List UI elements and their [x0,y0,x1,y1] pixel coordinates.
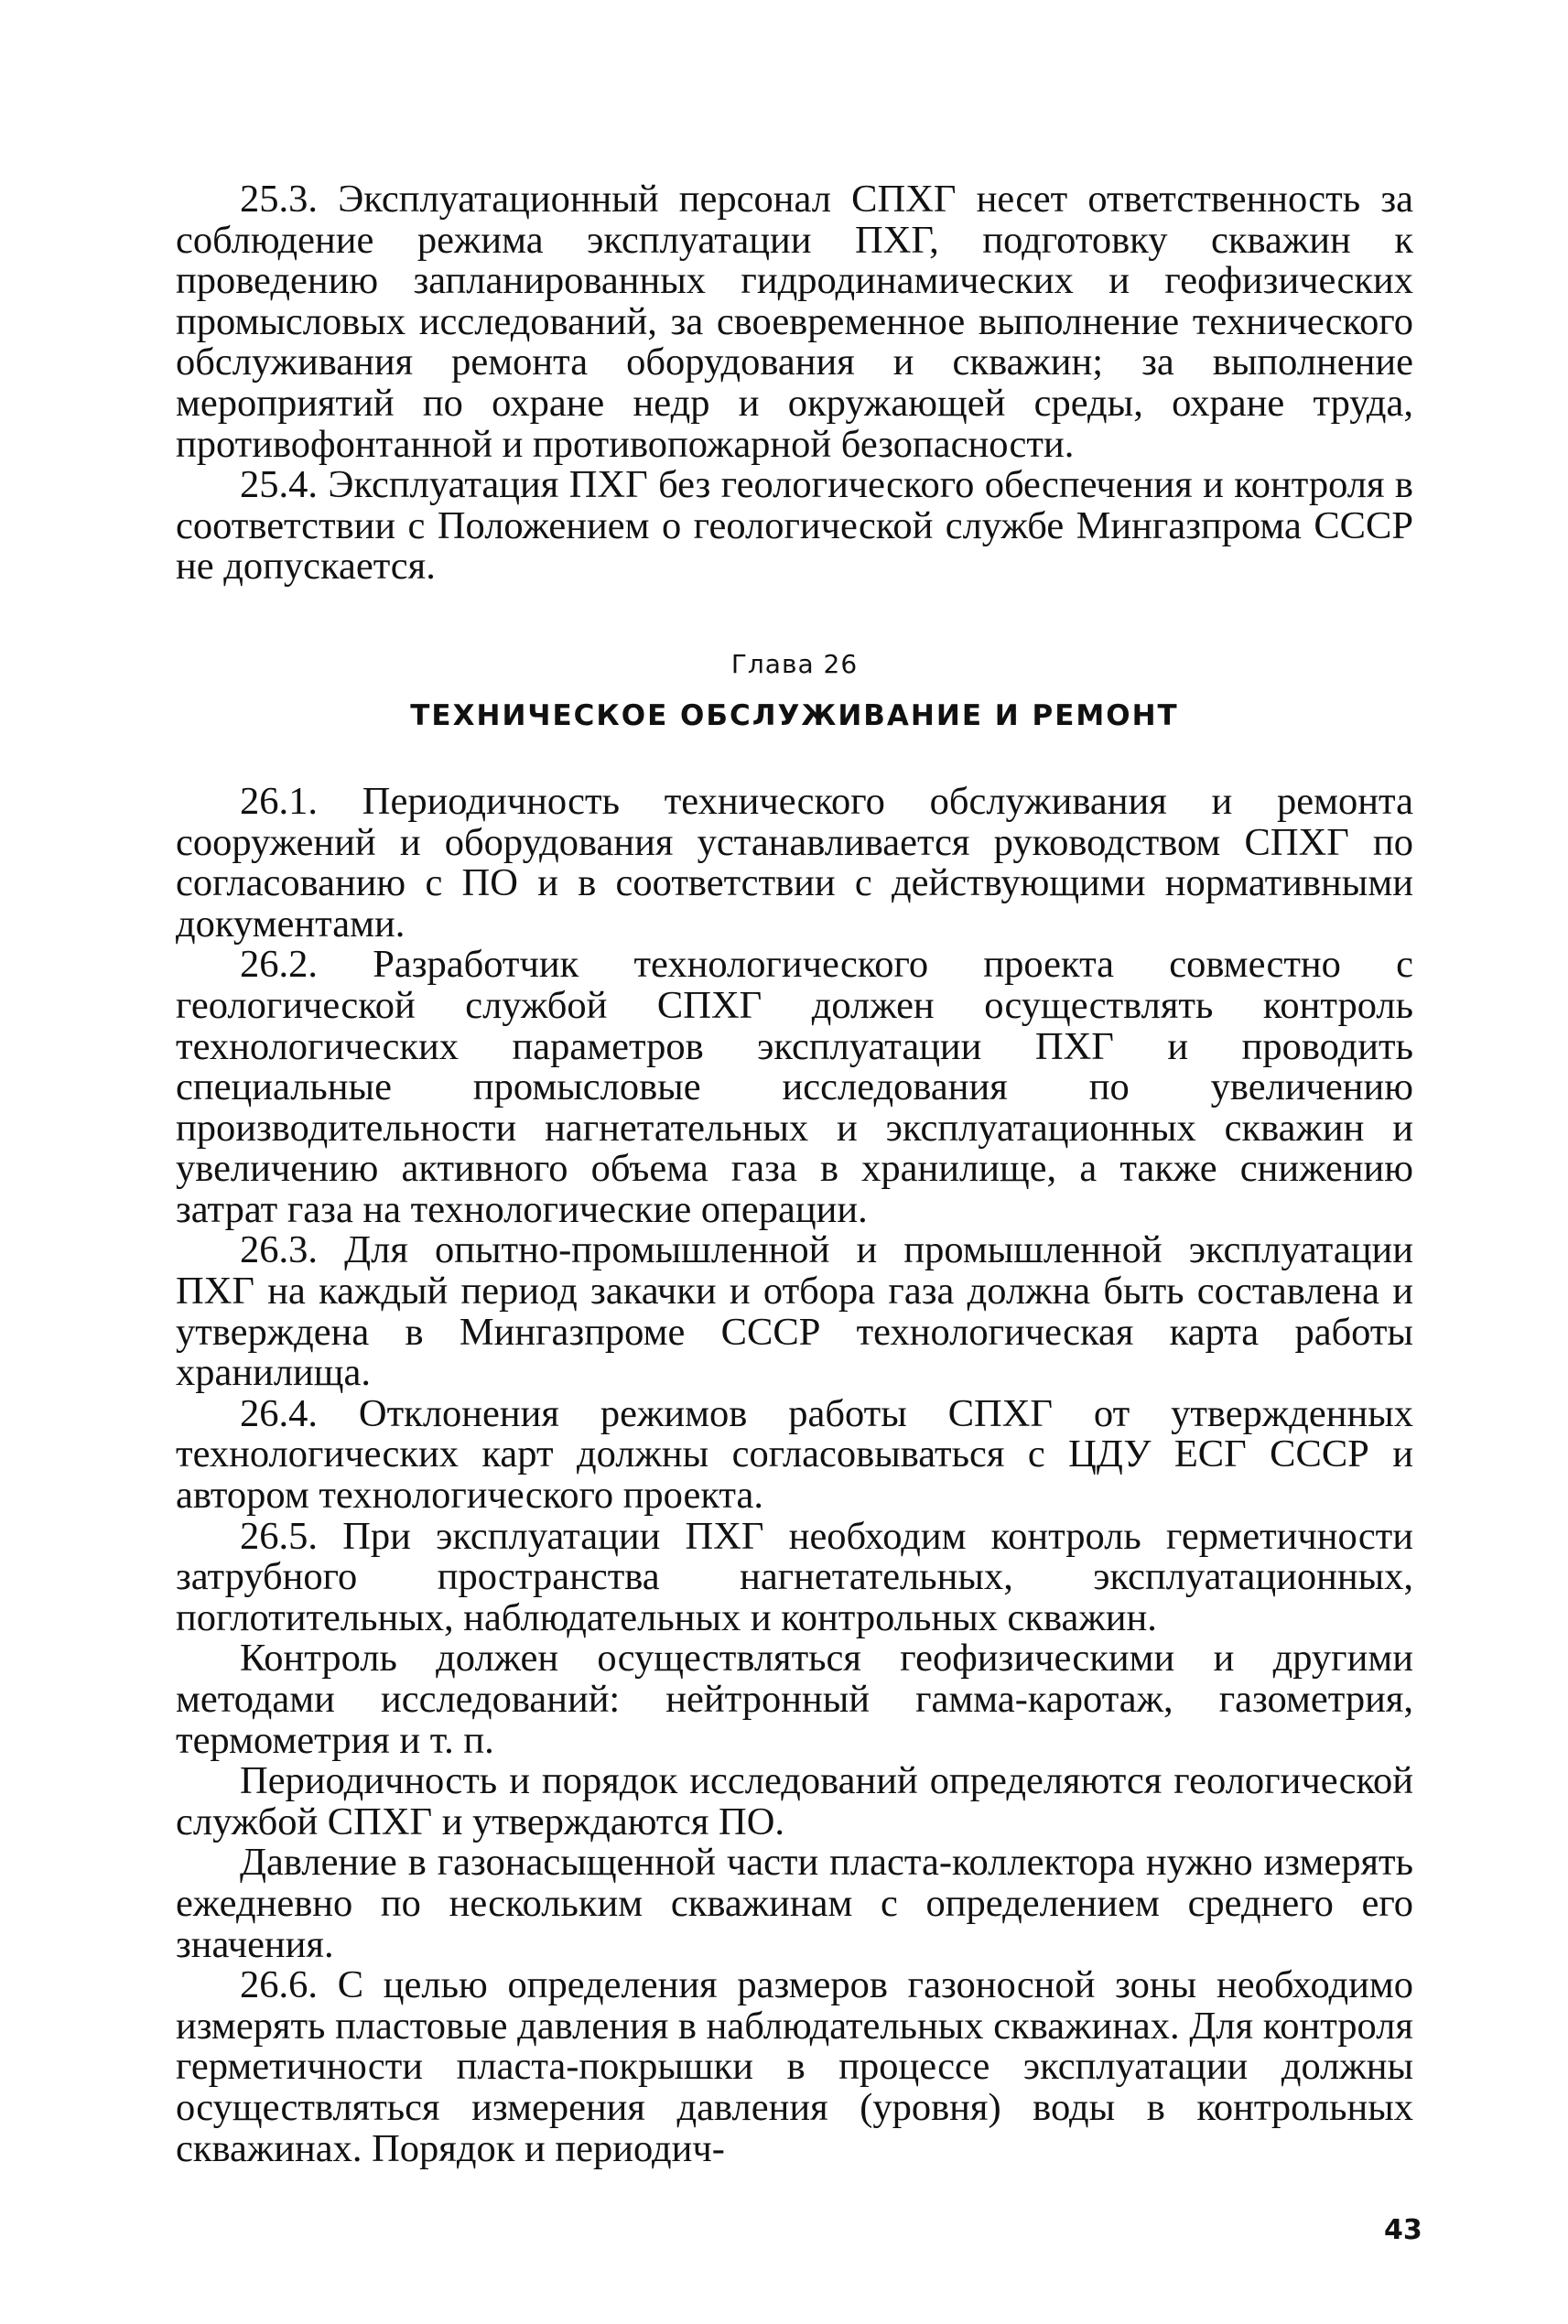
page-number: 43 [1384,2214,1422,2246]
paragraph-25-3: 25.3. Эксплуатационный персонал СПХГ несет ответственность за соблюдение режима эксплуатации ПХГ, подготовку скважин к проведению запланированных гидродинамических и геофизических промысловых исследований, за своевременное выполнение технического обслуживания ремонта оборудования и скважин; за выполнение мероприятий по охране недр и окружающей среды, охране труда, противофонтанной и противопожарной безопасности. [176,178,1413,466]
paragraph-26-5-control-methods: Контроль должен осуществляться геофизическими и другими методами исследований: нейтронный гамма-каротаж, газометрия, термометрия и т. п. [176,1637,1413,1762]
chapter-title: ТЕХНИЧЕСКОЕ ОБСЛУЖИВАНИЕ И РЕМОНТ [410,698,1179,732]
chapter-heading [176,646,1413,736]
paragraph-26-4: 26.4. Отклонения режимов работы СПХГ от утвержденных технологических карт должны согласовываться с ЦДУ ЕСГ СССР и автором технологического проекта. [176,1391,1413,1518]
paragraph-26-2: 26.2. Разработчик технологического проекта совместно с геологической службой СПХГ должен осуществлять контроль технологических параметров эксплуатации ПХГ и проводить специальные промысловые исследования по увеличению производительности нагнетательных и эксплуатационных скважин и увеличению активного объема газа в хранилище, а также снижению затрат газа на технологические операции. [176,943,1413,1231]
page-body [176,179,1413,2169]
paragraph-26-5: 26.5. При эксплуатации ПХГ необходим контроль герметичности затрубного пространства нагнетательных, эксплуатационных, поглотительных, наблюдательных и контрольных скважин. [176,1514,1413,1639]
paragraph-25-4: 25.4. Эксплуатация ПХГ без геологического обеспечения и контроля в соответствии с Положением о геологической службе Мингазпрома СССР не допускается. [176,463,1413,589]
paragraph-26-3: 26.3. Для опытно-промышленной и промышленной эксплуатации ПХГ на каждый период закачки и отбора газа должна быть составлена и утверждена в Мингазпроме СССР технологическая карта работы хранилища. [176,1228,1413,1395]
paragraph-26-5-pressure: Давление в газонасыщенной части пласта-коллектора нужно измерять ежедневно по нескольким скважинам с определением среднего его значения. [176,1841,1413,1966]
chapter-number: Глава 26 [730,648,859,679]
paragraph-26-1: 26.1. Периодичность технического обслуживания и ремонта сооружений и оборудования устанавливается руководством СПХГ по согласованию с ПО и в соответствии с действующими нормативными документами. [176,779,1413,946]
paragraph-26-6: 26.6. С целью определения размеров газоносной зоны необходимо измерять пластовые давления в наблюдательных скважинах. Для контроля герметичности пласта-покрышки в процессе эксплуатации должны осуществляться измерения давления (уровня) воды в контрольных скважинах. Порядок и периодич- [176,1963,1413,2170]
paragraph-26-5-periodicity: Периодичность и порядок исследований определяются геологической службой СПХГ и утверждаются ПО. [176,1759,1413,1843]
